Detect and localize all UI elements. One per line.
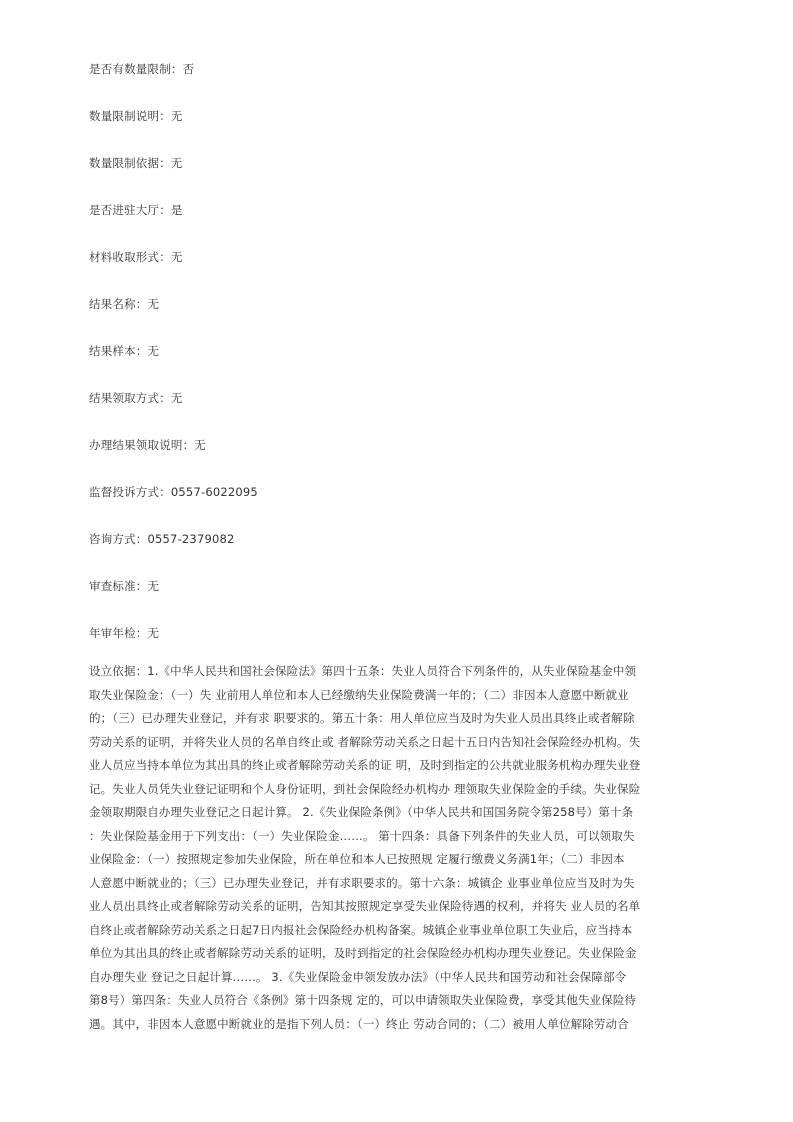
legal-basis-line: 金领取期限自办理失业登记之日起计算。 2.《失业保险条例》（中华人民共和国国务院令第258号）第十条 — [89, 805, 634, 819]
field-result-pickup-note: 办理结果领取说明：无 — [89, 438, 206, 452]
legal-basis-line: 人意愿中断就业的；（三）已办理失业登记，并有求职要求的。第十六条：城镇企 业事业单位应当及时为失 — [89, 875, 635, 890]
field-inquiry-contact: 咨询方式：0557-2379082 — [89, 532, 235, 546]
legal-basis-line: 遇。其中，非因本人意愿中断就业的是指下列人员：（一）终止 劳动合同的；（二）被用人单位解除劳动合 — [89, 1016, 629, 1031]
legal-basis-line: 设立依据：1.《中华人民共和国社会保险法》第四十五条：失业人员符合下列条件的，从失业保险基金中领 — [89, 664, 637, 678]
field-quantity-limit-note: 数量限制说明：无 — [89, 109, 183, 123]
field-complaint-contact: 监督投诉方式：0557-6022095 — [89, 485, 258, 499]
legal-basis-line: 的；（三）已办理失业登记，并有求 职要求的。第五十条：用人单位应当及时为失业人员出具终止或者解除 — [89, 711, 635, 725]
legal-basis-line: 自终止或者解除劳动关系之日起7日内报社会保险经办机构备案。城镇企业事业单位职工失业后，应当持本 — [89, 922, 633, 937]
field-review-standard: 审查标准：无 — [89, 579, 160, 593]
legal-basis-line: 劳动关系的证明，并将失业人员的名单自终止或 者解除劳动关系之日起十五日内告知社会保险经办机构。失 — [89, 734, 641, 749]
field-quantity-limit-basis: 数量限制依据：无 — [89, 156, 183, 170]
field-quantity-limit: 是否有数量限制：否 — [89, 62, 195, 76]
field-enter-hall: 是否进驻大厅：是 — [89, 203, 183, 217]
legal-basis-line: 业人员出具终止或者解除劳动关系的证明，告知其按照规定享受失业保险待遇的权利，并将失 业人员的名单 — [89, 899, 641, 913]
legal-basis-paragraph — [89, 660, 679, 1036]
field-annual-inspection: 年审年检：无 — [89, 626, 160, 640]
legal-basis-line: 业人员应当持本单位为其出具的终止或者解除劳动关系的证 明，及时到指定的公共就业服务机构办理失业登 — [89, 758, 641, 772]
legal-basis-line: ：失业保险基金用于下列支出：（一）失业保险金……。 第十四条：具备下列条件的失业人员，可以领取失 — [89, 828, 635, 843]
legal-basis-line: 自办理失业 登记之日起计算……。 3.《失业保险金申领发放办法》（中华人民共和国劳动和社会保障部令 — [89, 969, 627, 984]
legal-basis-line: 记。失业人员凭失业登记证明和个人身份证明，到社会保险经办机构办 理领取失业保险金的手续。失业保险 — [89, 781, 641, 796]
legal-basis-line: 第8号）第四条：失业人员符合《条例》第十四条规 定的，可以申请领取失业保险费，享受其他失业保险待 — [89, 993, 637, 1007]
field-result-sample: 结果样本：无 — [89, 344, 160, 358]
legal-basis-line: 单位为其出具的终止或者解除劳动关系的证明，及时到指定的社会保险经办机构办理失业登记。失业保险金 — [89, 946, 637, 960]
field-result-pickup-method: 结果领取方式：无 — [89, 391, 183, 405]
legal-basis-line: 取失业保险金：（一）失 业前用人单位和本人已经缴纳失业保险费满一年的；（二）非因本人意愿中断就业 — [89, 687, 629, 702]
field-material-form: 材料收取形式：无 — [89, 250, 183, 264]
legal-basis-line: 业保险金：（一）按照规定参加失业保险，所在单位和本人已按照规 定履行缴费义务满1年；（二）非因本 — [89, 852, 625, 866]
field-result-name: 结果名称：无 — [89, 297, 160, 311]
